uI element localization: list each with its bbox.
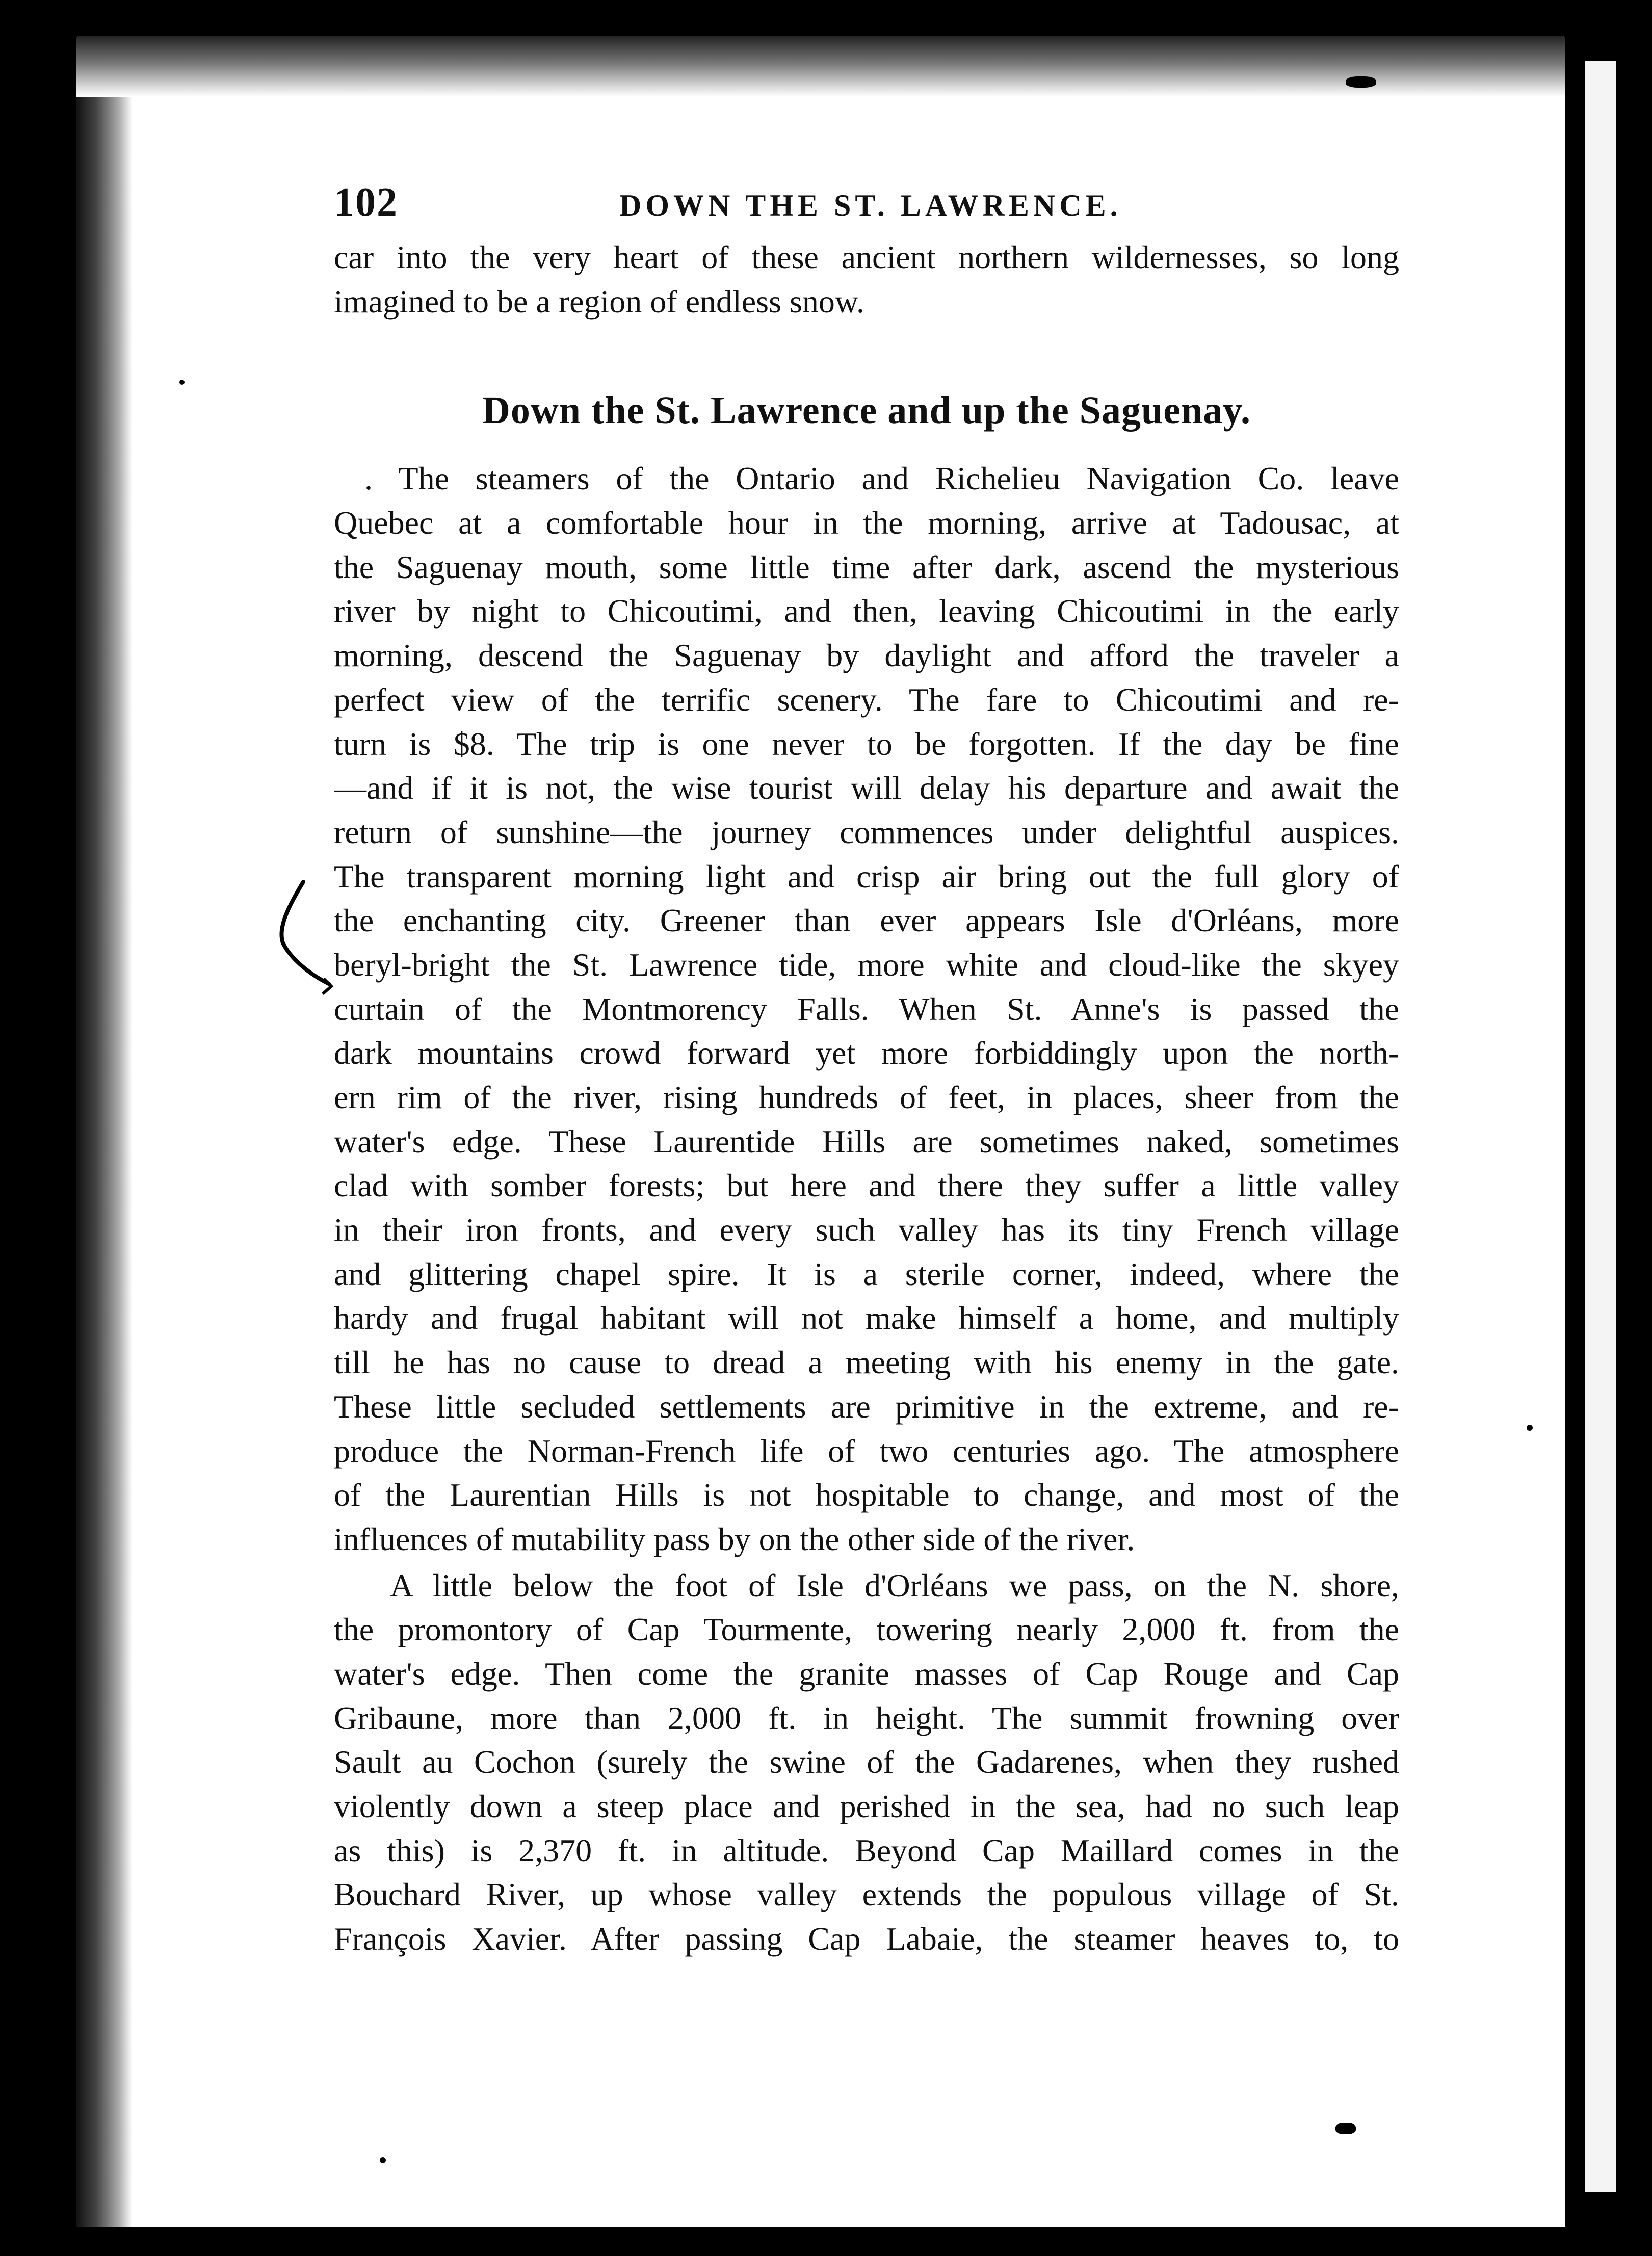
page-number: 102 [334,180,398,225]
scan-speck [1335,2123,1356,2134]
text-line: the promontory of Cap Tourmente, towering nearly 2,000 ft. from the [334,1611,1399,1648]
text-line: morning, descend the Saguenay by daylight and afford the traveler a [334,637,1399,674]
text-line: Quebec at a comfortable hour in the morning, arrive at Tadousac, at [334,505,1399,541]
text-line: ern rim of the river, rising hundreds of feet, in places, sheer from the [334,1079,1399,1115]
text-line: violently down a steep place and perished in the sea, had no such leap [334,1788,1399,1824]
intro-paragraph [334,235,1399,324]
section-heading: Down the St. Lawrence and up the Saguenay. [482,389,1251,432]
text-line: influences of mutability pass by on the other side of the river. [334,1520,1135,1557]
running-title: DOWN THE ST. LAWRENCE. [619,189,1122,222]
text-line: François Xavier. After passing Cap Labaie, the steamer heaves to, to [334,1921,1399,1957]
scan-speck [1346,76,1376,88]
text-line: dark mountains crowd forward yet more forbiddingly upon the north- [334,1035,1399,1071]
text-line: water's edge. Then come the granite masses of Cap Rouge and Cap [334,1655,1399,1692]
paragraph-1 [334,457,1399,1561]
text-line: The transparent morning light and crisp air bring out the full glory of [334,858,1399,895]
page-text [334,179,1399,1961]
text-line: turn is $8. The trip is one never to be forgotten. If the day be fine [334,725,1399,762]
text-line: perfect view of the terrific scenery. The fare to Chicoutimi and re- [334,681,1399,718]
text-line: water's edge. These Laurentide Hills are sometimes naked, sometimes [334,1123,1399,1160]
text-line: These little secluded settlements are primitive in the extreme, and re- [334,1388,1399,1425]
text-line: the Saguenay mouth, some little time after dark, ascend the mysterious [334,548,1399,585]
text-line: car into the very heart of these ancient northern wildernesses, so long [334,239,1399,275]
text-line: the enchanting city. Greener than ever appears Isle d'Orléans, more [334,902,1399,939]
text-line: hardy and frugal habitant will not make himself a home, and multiply [334,1300,1399,1336]
text-line: clad with somber forests; but here and there they suffer a little valley [334,1167,1399,1204]
binding-shadow [76,36,133,2227]
scan-speck [380,2157,386,2163]
running-head [334,179,1399,235]
text-line: of the Laurentian Hills is not hospitable to change, and most of the [334,1477,1399,1513]
text-line: as this) is 2,370 ft. in altitude. Beyond Cap Maillard comes in the [334,1832,1399,1869]
text-line: till he has no cause to dread a meeting with his enemy in the gate. [334,1344,1399,1381]
text-line: beryl-bright the St. Lawrence tide, more white and cloud-like the skyey [334,946,1399,983]
top-edge-shadow [76,36,1565,97]
next-page-strip [1585,61,1616,2192]
text-line: curtain of the Montmorency Falls. When St. Anne's is passed the [334,990,1399,1027]
scan-speck [1527,1425,1533,1431]
handwritten-margin-mark [268,877,339,1009]
text-line: Bouchard River, up whose valley extends the populous village of St. [334,1876,1399,1913]
text-line: A little below the foot of Isle d'Orléans we pass, on the N. shore, [390,1567,1399,1604]
text-line: Gribaune, more than 2,000 ft. in height. The summit frowning over [334,1699,1399,1736]
scan-speck [179,380,185,385]
text-line: produce the Norman-French life of two centuries ago. The atmosphere [334,1432,1399,1469]
text-line: return of sunshine—the journey commences under delightful auspices. [334,814,1399,850]
text-line: and glittering chapel spire. It is a sterile corner, indeed, where the [334,1255,1399,1292]
text-line: imagined to be a region of endless snow. [334,283,864,320]
text-line: river by night to Chicoutimi, and then, leaving Chicoutimi in the early [334,593,1399,629]
text-line: in their iron fronts, and every such valley has its tiny French village [334,1212,1399,1248]
text-line: —and if it is not, the wise tourist will delay his departure and await the [334,770,1399,806]
paragraph-2 [334,1564,1399,1961]
text-line: . The steamers of the Ontario and Richelieu Navigation Co. leave [364,460,1399,497]
text-line: Sault au Cochon (surely the swine of the Gadarenes, when they rushed [334,1744,1399,1780]
